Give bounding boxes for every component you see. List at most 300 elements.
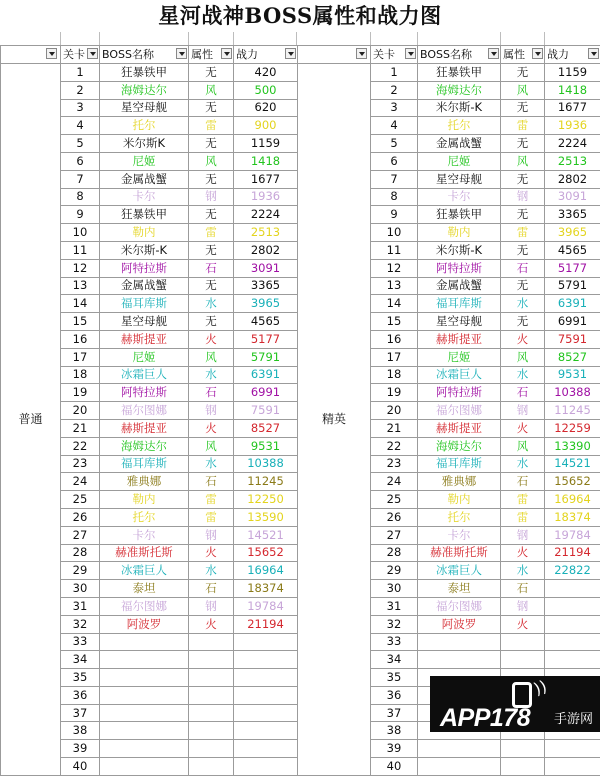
level-cell: 26 bbox=[371, 508, 418, 526]
attribute-cell: 石 bbox=[189, 473, 234, 491]
level-cell: 16 bbox=[61, 330, 100, 348]
boss-name-cell: 阿特拉斯 bbox=[100, 384, 189, 402]
power-cell: 2513 bbox=[545, 152, 600, 170]
level-cell: 40 bbox=[61, 758, 100, 776]
boss-name-cell: 金属战蟹 bbox=[100, 170, 189, 188]
level-cell: 6 bbox=[61, 152, 100, 170]
power-cell bbox=[545, 633, 600, 651]
attribute-cell: 水 bbox=[189, 366, 234, 384]
power-cell: 3965 bbox=[545, 224, 600, 242]
boss-name-cell: 赫准斯托斯 bbox=[418, 544, 501, 562]
header-power bbox=[545, 46, 600, 64]
attribute-cell: 风 bbox=[189, 81, 234, 99]
attribute-cell: 火 bbox=[189, 544, 234, 562]
level-cell: 15 bbox=[371, 313, 418, 331]
attribute-cell: 风 bbox=[501, 437, 545, 455]
level-cell: 10 bbox=[371, 224, 418, 242]
attribute-cell: 石 bbox=[189, 580, 234, 598]
attribute-cell: 水 bbox=[501, 366, 545, 384]
attribute-cell bbox=[189, 651, 234, 669]
level-cell: 19 bbox=[61, 384, 100, 402]
level-cell: 2 bbox=[61, 81, 100, 99]
power-cell: 6991 bbox=[545, 313, 600, 331]
filter-dropdown-icon[interactable] bbox=[221, 48, 232, 59]
attribute-cell bbox=[189, 704, 234, 722]
boss-name-cell: 阿波罗 bbox=[418, 615, 501, 633]
power-cell: 13390 bbox=[545, 437, 600, 455]
boss-name-cell: 狂暴铁甲 bbox=[100, 206, 189, 224]
filter-dropdown-icon[interactable] bbox=[488, 48, 499, 59]
power-cell: 7591 bbox=[234, 402, 298, 420]
attribute-cell bbox=[189, 669, 234, 687]
power-cell: 12250 bbox=[234, 491, 298, 509]
boss-name-cell: 福尔图娜 bbox=[100, 597, 189, 615]
boss-name-cell: 勒内 bbox=[100, 491, 189, 509]
attribute-cell: 雷 bbox=[189, 224, 234, 242]
spreadsheet bbox=[0, 32, 600, 732]
level-cell: 27 bbox=[61, 526, 100, 544]
logo-brand: APP178 bbox=[440, 704, 530, 733]
level-cell: 24 bbox=[371, 473, 418, 491]
level-cell: 3 bbox=[61, 99, 100, 117]
boss-name-cell: 福耳库斯 bbox=[418, 455, 501, 473]
header-label: 属性 bbox=[503, 48, 525, 61]
level-cell: 2 bbox=[371, 81, 418, 99]
power-cell: 14521 bbox=[234, 526, 298, 544]
header-power bbox=[234, 46, 298, 64]
level-cell: 19 bbox=[371, 384, 418, 402]
header-label: 战力 bbox=[547, 48, 569, 61]
attribute-cell: 无 bbox=[189, 135, 234, 153]
filter-dropdown-icon[interactable] bbox=[588, 48, 599, 59]
boss-name-cell bbox=[418, 740, 501, 758]
boss-name-cell: 赫斯提亚 bbox=[418, 330, 501, 348]
level-cell: 24 bbox=[61, 473, 100, 491]
boss-name-cell: 勒内 bbox=[418, 224, 501, 242]
attribute-cell: 火 bbox=[501, 544, 545, 562]
level-cell: 12 bbox=[371, 259, 418, 277]
boss-name-cell: 阿特拉斯 bbox=[418, 259, 501, 277]
power-cell: 5177 bbox=[234, 330, 298, 348]
attribute-cell bbox=[501, 651, 545, 669]
power-cell: 620 bbox=[234, 99, 298, 117]
power-cell: 900 bbox=[234, 117, 298, 135]
dropdown-arrow-icon[interactable] bbox=[46, 48, 57, 59]
level-cell: 13 bbox=[61, 277, 100, 295]
boss-name-cell: 米尔斯-K bbox=[418, 241, 501, 259]
boss-name-cell: 狂暴铁甲 bbox=[418, 64, 501, 82]
power-cell: 3365 bbox=[234, 277, 298, 295]
boss-name-cell: 雅典娜 bbox=[418, 473, 501, 491]
level-cell: 9 bbox=[371, 206, 418, 224]
header-label: 属性 bbox=[191, 48, 213, 61]
attribute-cell: 无 bbox=[501, 170, 545, 188]
boss-name-cell: 卡尔 bbox=[100, 526, 189, 544]
boss-name-cell: 狂暴铁甲 bbox=[100, 64, 189, 82]
boss-name-cell bbox=[100, 651, 189, 669]
attribute-cell: 风 bbox=[189, 348, 234, 366]
header-attribute bbox=[189, 46, 234, 64]
power-cell: 19784 bbox=[234, 597, 298, 615]
boss-name-cell: 福尔图娜 bbox=[418, 597, 501, 615]
power-cell bbox=[234, 669, 298, 687]
attribute-cell: 石 bbox=[189, 384, 234, 402]
boss-name-cell: 海姆达尔 bbox=[418, 81, 501, 99]
power-cell: 16964 bbox=[234, 562, 298, 580]
power-cell bbox=[545, 651, 600, 669]
attribute-cell: 无 bbox=[501, 277, 545, 295]
power-cell: 11245 bbox=[234, 473, 298, 491]
attribute-cell: 无 bbox=[189, 277, 234, 295]
attribute-cell: 石 bbox=[501, 259, 545, 277]
power-cell: 16964 bbox=[545, 491, 600, 509]
power-cell bbox=[545, 740, 600, 758]
attribute-cell: 水 bbox=[189, 295, 234, 313]
power-cell: 1936 bbox=[234, 188, 298, 206]
header-label: BOSS名称 bbox=[102, 48, 154, 61]
attribute-cell: 火 bbox=[189, 330, 234, 348]
boss-name-cell: 托尔 bbox=[418, 508, 501, 526]
level-cell: 33 bbox=[61, 633, 100, 651]
level-cell: 37 bbox=[61, 704, 100, 722]
level-cell: 32 bbox=[371, 615, 418, 633]
level-cell: 4 bbox=[61, 117, 100, 135]
header-row bbox=[1, 46, 298, 64]
boss-name-cell: 泰坦 bbox=[418, 580, 501, 598]
attribute-cell: 无 bbox=[501, 135, 545, 153]
attribute-cell: 无 bbox=[501, 99, 545, 117]
power-cell: 1677 bbox=[234, 170, 298, 188]
boss-name-cell: 福耳库斯 bbox=[100, 295, 189, 313]
header-label: BOSS名称 bbox=[420, 48, 472, 61]
level-cell: 36 bbox=[371, 686, 418, 704]
table-row bbox=[1, 64, 298, 82]
power-cell: 2513 bbox=[234, 224, 298, 242]
level-cell: 13 bbox=[371, 277, 418, 295]
boss-name-cell bbox=[418, 758, 501, 776]
power-cell: 6391 bbox=[234, 366, 298, 384]
boss-name-cell bbox=[418, 633, 501, 651]
power-cell: 1936 bbox=[545, 117, 600, 135]
power-cell bbox=[545, 615, 600, 633]
boss-name-cell: 星空母舰 bbox=[100, 313, 189, 331]
level-cell: 9 bbox=[61, 206, 100, 224]
attribute-cell: 钢 bbox=[501, 597, 545, 615]
power-cell: 7591 bbox=[545, 330, 600, 348]
level-cell: 1 bbox=[371, 64, 418, 82]
boss-name-cell: 福耳库斯 bbox=[100, 455, 189, 473]
power-cell: 2802 bbox=[234, 241, 298, 259]
boss-name-cell: 卡尔 bbox=[418, 188, 501, 206]
attribute-cell: 火 bbox=[501, 615, 545, 633]
filter-dropdown-icon[interactable] bbox=[87, 48, 98, 59]
header-row bbox=[298, 46, 600, 64]
level-cell: 17 bbox=[61, 348, 100, 366]
level-cell: 22 bbox=[61, 437, 100, 455]
level-cell: 22 bbox=[371, 437, 418, 455]
boss-name-cell: 金属战蟹 bbox=[100, 277, 189, 295]
level-cell: 37 bbox=[371, 704, 418, 722]
attribute-cell: 风 bbox=[189, 437, 234, 455]
boss-name-cell: 海姆达尔 bbox=[100, 437, 189, 455]
power-cell: 9531 bbox=[234, 437, 298, 455]
header-attribute bbox=[501, 46, 545, 64]
boss-name-cell: 星空母舰 bbox=[418, 170, 501, 188]
level-cell: 25 bbox=[61, 491, 100, 509]
power-cell: 15652 bbox=[234, 544, 298, 562]
power-cell: 10388 bbox=[234, 455, 298, 473]
power-cell: 3965 bbox=[234, 295, 298, 313]
level-cell: 11 bbox=[61, 241, 100, 259]
attribute-cell: 雷 bbox=[501, 508, 545, 526]
attribute-cell bbox=[189, 758, 234, 776]
attribute-cell: 水 bbox=[501, 295, 545, 313]
boss-name-cell: 托尔 bbox=[100, 508, 189, 526]
level-cell: 7 bbox=[371, 170, 418, 188]
level-cell: 3 bbox=[371, 99, 418, 117]
level-cell: 33 bbox=[371, 633, 418, 651]
power-cell: 11245 bbox=[545, 402, 600, 420]
boss-name-cell: 冰霜巨人 bbox=[100, 562, 189, 580]
boss-name-cell: 赫斯提亚 bbox=[418, 419, 501, 437]
boss-name-cell: 米尔斯-K bbox=[418, 99, 501, 117]
header-label: 关卡 bbox=[373, 48, 395, 61]
boss-name-cell: 阿特拉斯 bbox=[418, 384, 501, 402]
dropdown-arrow-icon[interactable] bbox=[356, 48, 367, 59]
power-cell: 5791 bbox=[234, 348, 298, 366]
attribute-cell: 无 bbox=[189, 313, 234, 331]
power-cell: 1677 bbox=[545, 99, 600, 117]
level-cell: 31 bbox=[371, 597, 418, 615]
attribute-cell: 水 bbox=[501, 455, 545, 473]
boss-name-cell bbox=[100, 704, 189, 722]
attribute-cell: 钢 bbox=[501, 402, 545, 420]
boss-name-cell: 金属战蟹 bbox=[418, 135, 501, 153]
boss-name-cell bbox=[100, 669, 189, 687]
attribute-cell: 无 bbox=[501, 241, 545, 259]
level-cell: 14 bbox=[61, 295, 100, 313]
boss-name-cell bbox=[100, 686, 189, 704]
level-cell: 39 bbox=[371, 740, 418, 758]
filter-dropdown-icon[interactable] bbox=[285, 48, 296, 59]
boss-name-cell: 尼姬 bbox=[418, 152, 501, 170]
power-cell: 5177 bbox=[545, 259, 600, 277]
level-cell: 27 bbox=[371, 526, 418, 544]
power-cell bbox=[545, 597, 600, 615]
boss-name-cell: 尼姬 bbox=[100, 152, 189, 170]
boss-name-cell: 冰霜巨人 bbox=[100, 366, 189, 384]
level-cell: 35 bbox=[61, 669, 100, 687]
level-cell: 28 bbox=[371, 544, 418, 562]
attribute-cell: 风 bbox=[189, 152, 234, 170]
group-label: 普通 bbox=[1, 64, 61, 776]
boss-name-cell bbox=[418, 651, 501, 669]
boss-name-cell: 泰坦 bbox=[100, 580, 189, 598]
filter-dropdown-icon[interactable] bbox=[405, 48, 416, 59]
boss-name-cell: 星空母舰 bbox=[418, 313, 501, 331]
attribute-cell: 无 bbox=[501, 313, 545, 331]
level-cell: 7 bbox=[61, 170, 100, 188]
attribute-cell: 无 bbox=[189, 241, 234, 259]
power-cell: 4565 bbox=[545, 241, 600, 259]
boss-name-cell: 星空母舰 bbox=[100, 99, 189, 117]
filter-dropdown-icon[interactable] bbox=[532, 48, 543, 59]
header-label: 战力 bbox=[236, 48, 258, 61]
left-table bbox=[0, 45, 298, 776]
group-label: 精英 bbox=[298, 64, 371, 776]
power-cell bbox=[234, 651, 298, 669]
boss-name-cell: 米尔斯-K bbox=[100, 241, 189, 259]
power-cell: 4565 bbox=[234, 313, 298, 331]
level-cell: 21 bbox=[61, 419, 100, 437]
level-cell: 23 bbox=[371, 455, 418, 473]
power-cell bbox=[234, 740, 298, 758]
boss-name-cell: 赫斯提亚 bbox=[100, 330, 189, 348]
power-cell: 14521 bbox=[545, 455, 600, 473]
power-cell: 420 bbox=[234, 64, 298, 82]
level-cell: 5 bbox=[61, 135, 100, 153]
attribute-cell: 火 bbox=[189, 615, 234, 633]
header-boss-name bbox=[418, 46, 501, 64]
logo-sub: 手游网 bbox=[554, 708, 593, 727]
attribute-cell: 雷 bbox=[189, 117, 234, 135]
level-cell: 20 bbox=[61, 402, 100, 420]
signal-icon: )) bbox=[531, 676, 549, 698]
app178-logo bbox=[430, 676, 600, 732]
attribute-cell: 雷 bbox=[501, 117, 545, 135]
level-cell: 39 bbox=[61, 740, 100, 758]
boss-name-cell: 托尔 bbox=[418, 117, 501, 135]
group-filter-cell bbox=[1, 46, 61, 64]
group-filter-cell bbox=[298, 46, 371, 64]
level-cell: 34 bbox=[61, 651, 100, 669]
boss-name-cell: 米尔斯K bbox=[100, 135, 189, 153]
attribute-cell: 钢 bbox=[501, 526, 545, 544]
attribute-cell: 火 bbox=[501, 419, 545, 437]
level-cell: 10 bbox=[61, 224, 100, 242]
attribute-cell bbox=[501, 740, 545, 758]
attribute-cell: 钢 bbox=[189, 597, 234, 615]
attribute-cell: 雷 bbox=[189, 491, 234, 509]
attribute-cell bbox=[189, 740, 234, 758]
power-cell: 5791 bbox=[545, 277, 600, 295]
level-cell: 14 bbox=[371, 295, 418, 313]
attribute-cell bbox=[189, 722, 234, 740]
level-cell: 23 bbox=[61, 455, 100, 473]
level-cell: 15 bbox=[61, 313, 100, 331]
power-cell bbox=[234, 633, 298, 651]
power-cell: 6391 bbox=[545, 295, 600, 313]
header-boss-name bbox=[100, 46, 189, 64]
power-cell: 1418 bbox=[545, 81, 600, 99]
level-cell: 34 bbox=[371, 651, 418, 669]
column-band bbox=[0, 32, 600, 46]
level-cell: 12 bbox=[61, 259, 100, 277]
boss-name-cell: 海姆达尔 bbox=[418, 437, 501, 455]
boss-name-cell: 阿特拉斯 bbox=[100, 259, 189, 277]
power-cell: 3091 bbox=[234, 259, 298, 277]
boss-name-cell: 尼姬 bbox=[100, 348, 189, 366]
attribute-cell bbox=[501, 758, 545, 776]
attribute-cell: 石 bbox=[189, 259, 234, 277]
power-cell: 21194 bbox=[234, 615, 298, 633]
attribute-cell: 火 bbox=[189, 419, 234, 437]
power-cell: 12259 bbox=[545, 419, 600, 437]
boss-name-cell: 卡尔 bbox=[418, 526, 501, 544]
level-cell: 26 bbox=[61, 508, 100, 526]
level-cell: 5 bbox=[371, 135, 418, 153]
boss-name-cell: 赫准斯托斯 bbox=[100, 544, 189, 562]
table-row bbox=[298, 64, 600, 82]
level-cell: 30 bbox=[61, 580, 100, 598]
attribute-cell bbox=[501, 633, 545, 651]
boss-name-cell: 福尔图娜 bbox=[418, 402, 501, 420]
header-level bbox=[371, 46, 418, 64]
level-cell: 18 bbox=[371, 366, 418, 384]
power-cell: 9531 bbox=[545, 366, 600, 384]
boss-name-cell: 雅典娜 bbox=[100, 473, 189, 491]
level-cell: 6 bbox=[371, 152, 418, 170]
level-cell: 38 bbox=[371, 722, 418, 740]
boss-name-cell: 冰霜巨人 bbox=[418, 366, 501, 384]
power-cell bbox=[234, 704, 298, 722]
level-cell: 28 bbox=[61, 544, 100, 562]
header-label: 关卡 bbox=[63, 48, 85, 61]
level-cell: 8 bbox=[61, 188, 100, 206]
attribute-cell bbox=[189, 686, 234, 704]
power-cell: 18374 bbox=[545, 508, 600, 526]
attribute-cell: 无 bbox=[189, 206, 234, 224]
power-cell bbox=[545, 580, 600, 598]
page-title: 星河战神BOSS属性和战力图 bbox=[0, 0, 600, 32]
attribute-cell: 风 bbox=[501, 348, 545, 366]
level-cell: 32 bbox=[61, 615, 100, 633]
boss-name-cell: 海姆达尔 bbox=[100, 81, 189, 99]
level-cell: 8 bbox=[371, 188, 418, 206]
level-cell: 31 bbox=[61, 597, 100, 615]
attribute-cell: 无 bbox=[501, 206, 545, 224]
attribute-cell: 无 bbox=[189, 170, 234, 188]
power-cell: 8527 bbox=[545, 348, 600, 366]
level-cell: 16 bbox=[371, 330, 418, 348]
boss-name-cell bbox=[100, 758, 189, 776]
power-cell: 6991 bbox=[234, 384, 298, 402]
attribute-cell bbox=[189, 633, 234, 651]
boss-name-cell: 卡尔 bbox=[100, 188, 189, 206]
power-cell: 18374 bbox=[234, 580, 298, 598]
power-cell: 3091 bbox=[545, 188, 600, 206]
power-cell: 1159 bbox=[234, 135, 298, 153]
power-cell bbox=[234, 686, 298, 704]
power-cell bbox=[234, 758, 298, 776]
boss-name-cell: 勒内 bbox=[418, 491, 501, 509]
attribute-cell: 无 bbox=[189, 64, 234, 82]
boss-name-cell bbox=[100, 740, 189, 758]
attribute-cell: 风 bbox=[501, 81, 545, 99]
power-cell: 19784 bbox=[545, 526, 600, 544]
filter-dropdown-icon[interactable] bbox=[176, 48, 187, 59]
attribute-cell: 钢 bbox=[189, 402, 234, 420]
level-cell: 1 bbox=[61, 64, 100, 82]
boss-name-cell: 福耳库斯 bbox=[418, 295, 501, 313]
level-cell: 20 bbox=[371, 402, 418, 420]
level-cell: 21 bbox=[371, 419, 418, 437]
power-cell: 22822 bbox=[545, 562, 600, 580]
level-cell: 4 bbox=[371, 117, 418, 135]
attribute-cell: 水 bbox=[501, 562, 545, 580]
attribute-cell: 水 bbox=[189, 562, 234, 580]
attribute-cell: 雷 bbox=[501, 491, 545, 509]
